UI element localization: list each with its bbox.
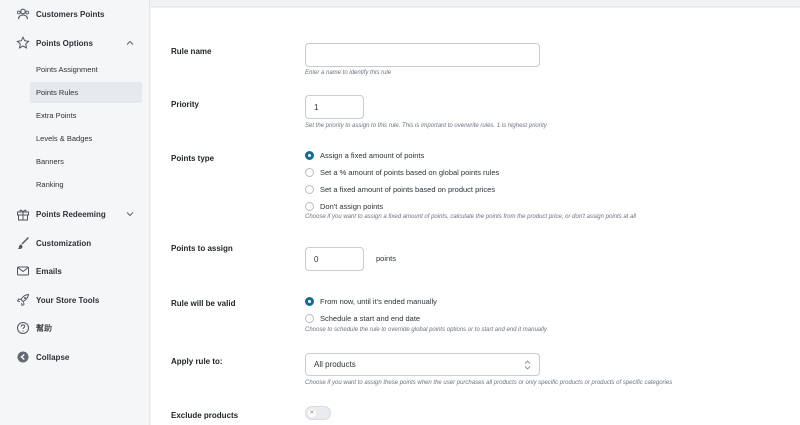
radio-selected[interactable] xyxy=(305,297,314,306)
radio-selected[interactable] xyxy=(305,151,314,160)
radio-unselected[interactable] xyxy=(305,185,314,194)
star-icon xyxy=(15,35,30,50)
sidebar-item-label: Collapse xyxy=(36,352,70,362)
sidebar-subitem-points-assignment[interactable]: Points Assignment xyxy=(36,65,98,74)
apply-rule-label: Apply rule to: xyxy=(171,357,223,366)
sidebar xyxy=(0,0,150,425)
points-unit-label: points xyxy=(376,254,397,263)
sidebar-item-customers-points[interactable] xyxy=(0,1,150,27)
rule-form xyxy=(151,8,800,425)
rocket-icon xyxy=(15,292,30,307)
sidebar-item-label: Points Options xyxy=(36,38,93,48)
sidebar-item-label: 幫助 xyxy=(36,323,52,333)
points-to-assign-input[interactable]: 0 xyxy=(305,247,364,271)
points-type-option-fixed[interactable]: Assign a fixed amount of points xyxy=(305,149,424,161)
collapse-icon xyxy=(15,349,30,364)
sidebar-item-label: Your Store Tools xyxy=(36,295,100,305)
apply-rule-select[interactable] xyxy=(305,353,540,376)
points-type-description: Choose if you want to assign a fixed amount of points, calculate the points from the product price, or don't assign points at all xyxy=(305,214,636,220)
sidebar-item-label: Points Redeeming xyxy=(36,209,106,219)
sidebar-item-collapse[interactable] xyxy=(0,344,150,370)
sidebar-item-label: Customers Points xyxy=(36,9,105,19)
radio-unselected[interactable] xyxy=(305,314,314,323)
exclude-products-toggle[interactable] xyxy=(305,406,331,420)
rule-name-input[interactable] xyxy=(305,43,540,67)
sidebar-item-points-redeeming[interactable] xyxy=(0,201,150,227)
chevron-down-icon[interactable] xyxy=(125,209,135,219)
sidebar-subitem-banners[interactable]: Banners xyxy=(36,157,64,166)
rule-valid-option-schedule[interactable]: Schedule a start and end date xyxy=(305,312,420,324)
mail-icon xyxy=(15,263,30,278)
sidebar-subitem-ranking[interactable]: Ranking xyxy=(36,180,64,189)
radio-unselected[interactable] xyxy=(305,168,314,177)
points-type-option-percent[interactable]: Set a % amount of points based on global points rules xyxy=(305,166,499,178)
sidebar-subitem-extra-points[interactable]: Extra Points xyxy=(36,111,77,120)
toggle-off-icon: ✕ xyxy=(309,410,315,416)
priority-input[interactable]: 1 xyxy=(305,95,364,119)
points-type-option-none[interactable]: Don't assign points xyxy=(305,200,383,212)
rule-valid-label: Rule will be valid xyxy=(171,299,236,308)
sidebar-item-points-options[interactable] xyxy=(0,30,150,56)
priority-label: Priority xyxy=(171,100,200,109)
rule-valid-option-manual[interactable]: From now, until it's ended manually xyxy=(305,295,437,307)
sidebar-item-label: Emails xyxy=(36,266,62,276)
gift-icon xyxy=(15,206,30,221)
points-type-label: Points type xyxy=(171,154,215,163)
rule-name-label: Rule name xyxy=(171,47,212,56)
exclude-products-label: Exclude products xyxy=(171,411,239,420)
sidebar-item-help[interactable] xyxy=(0,315,150,341)
main-content xyxy=(151,0,800,425)
sidebar-item-your-store-tools[interactable] xyxy=(0,287,150,313)
points-to-assign-label: Points to assign xyxy=(171,244,233,253)
select-arrows-icon xyxy=(524,360,531,370)
sidebar-item-customization[interactable] xyxy=(0,230,150,256)
rule-valid-description: Choose to schedule the rule to override global points options or to start and end it manually xyxy=(305,327,547,333)
radio-unselected[interactable] xyxy=(305,202,314,211)
sidebar-item-label: Customization xyxy=(36,238,92,248)
sidebar-subitem-points-rules[interactable]: Points Rules xyxy=(30,82,142,103)
sidebar-item-emails[interactable] xyxy=(0,258,150,284)
top-divider xyxy=(151,0,800,7)
apply-rule-selected-value: All products xyxy=(314,360,356,369)
points-type-option-product-prices[interactable]: Set a fixed amount of points based on product prices xyxy=(305,183,495,195)
rule-name-description: Enter a name to identify this rule xyxy=(305,70,392,76)
priority-description: Set the priority to assign to this rule. This is important to overwrite rules. 1 is highest priority xyxy=(305,123,547,129)
apply-rule-description: Choose if you want to assign these points when the user purchases all products or only specific products or products of specific categories xyxy=(305,380,673,386)
chevron-up-icon[interactable] xyxy=(125,38,135,48)
users-icon xyxy=(15,6,30,21)
brush-icon xyxy=(15,235,30,250)
sidebar-subitem-levels-badges[interactable]: Levels & Badges xyxy=(36,134,93,143)
help-icon xyxy=(15,320,30,335)
